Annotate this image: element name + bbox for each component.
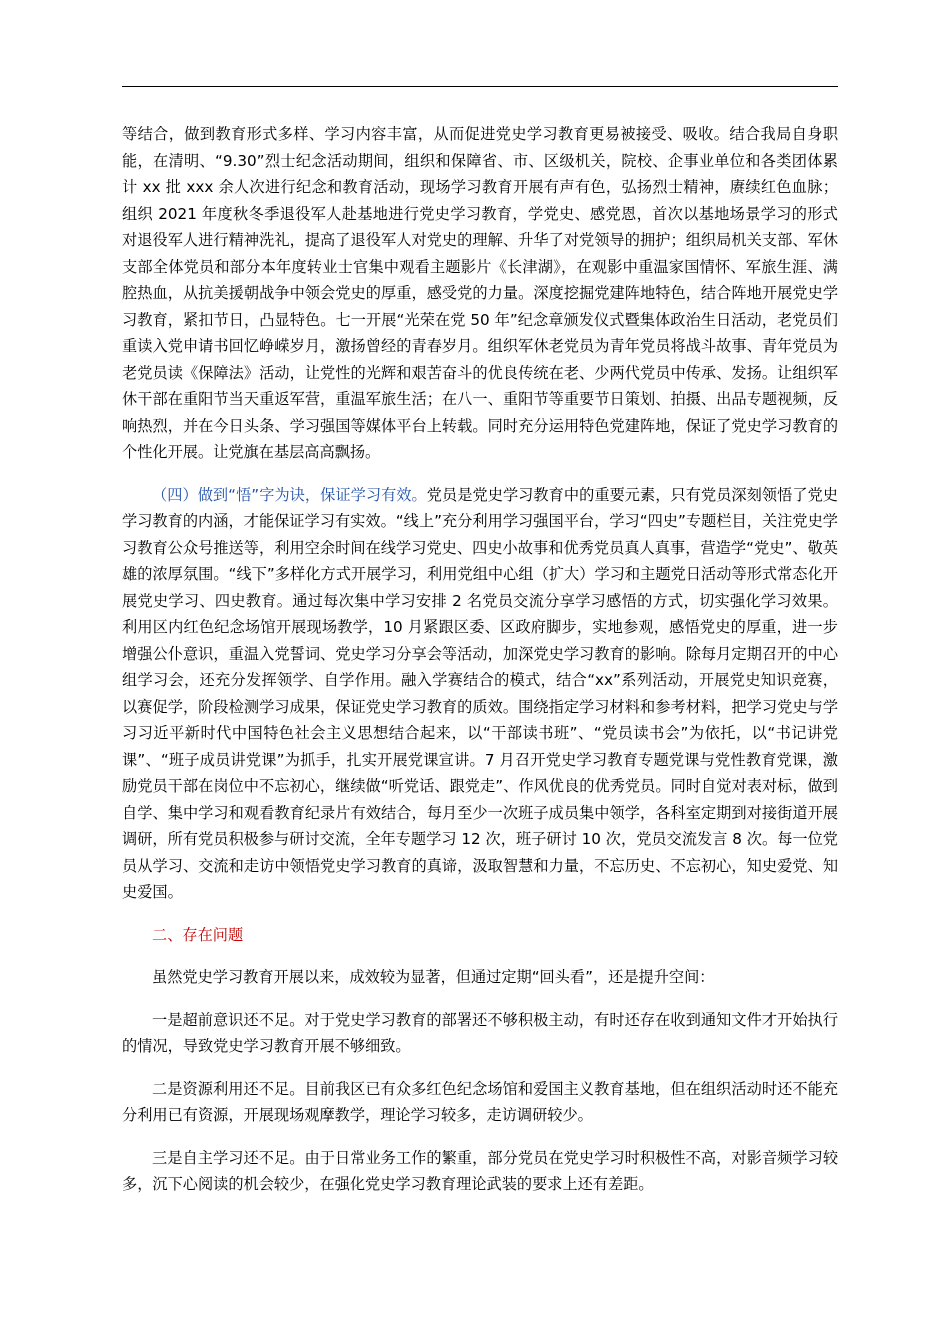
paragraph-continuation: 等结合，做到教育形式多样、学习内容丰富，从而促进党史学习教育更易被接受、吸收。结合我局自身职能，在清明、“9.30”烈士纪念活动期间，组织和保障省、市、区级机关，院校、企事业单位和各类团体累计 xx 批 xxx 余人次进行纪念和教育活动，现场学习教育开展有声有色，弘扬烈士精神，赓续红色血脉；组织 2021 年度秋冬季退役军人赴基地进行党史学习教育，学党史、感党恩，首次以基地场景学习的形式对退役军人进行精神洗礼，提高了退役军人对党史的理解、升华了对党领导的拥护；组织局机关支部、军休支部全体党员和部分本年度转业士官集中观看主题影片《长津湖》，在观影中重温家国情怀、军旅生涯、满腔热血，从抗美援朝战争中领会党史的厚重，感受党的力量。深度挖掘党建阵地特色，结合阵地开展党史学习教育，紧扣节日，凸显特色。七一开展“光荣在党 50 年”纪念章颁发仪式暨集体政治生日活动，老党员们重读入党申请书回忆峥嵘岁月，激扬曾经的青春岁月。组织军休老党员为青年党员将战斗故事、青年党员为老党员读《保障法》活动，让党性的光辉和艰苦奋斗的优良传统在老、少两代党员中传承、发扬。让组织军休干部在重阳节当天重返军营，重温军旅生活；在八一、重阳节等重要节日策划、拍摄、出品专题视频，反响热烈，并在今日头条、学习强国等媒体平台上转载。同时充分运用特色党建阵地，保证了党史学习教育的个性化开展。让党旗在基层高高飘扬。 (122, 125, 838, 461)
section-heading-problems: 二、存在问题 (152, 925, 244, 944)
header-rule (122, 86, 838, 87)
paragraph-problem-two: 二是资源利用还不足。目前我区已有众多红色纪念场馆和爱国主义教育基地，但在组织活动时还不能充分利用已有资源，开展现场观摩教学，理论学习较多，走访调研较少。 (122, 1079, 838, 1124)
paragraph-problem-three: 三是自主学习还不足。由于日常业务工作的繁重，部分党员在党史学习时积极性不高，对影音频学习较多，沉下心阅读的机会较少，在强化党史学习教育理论武装的要求上还有差距。 (122, 1148, 838, 1193)
section-four-lead: （四）做到“悟”字为诀，保证学习有效。 (152, 485, 427, 504)
paragraph-problems-intro: 虽然党史学习教育开展以来，成效较为显著，但通过定期“回头看”，还是提升空间： (152, 968, 715, 986)
section-four-body: 党员是党史学习教育中的重要元素，只有党员深刻领悟了党史学习教育的内涵，才能保证学习有实效。“线上”充分利用学习强国平台，学习“四史”专题栏目，关注党史学习教育公众号推送等，利用空余时间在线学习党史、四史小故事和优秀党员真人真事，营造学“党史”、敬英雄的浓厚氛围。“线下”多样化方式开展学习，利用党组中心组（扩大）学习和主题党日活动等形式常态化开展党史学习、四史教育。通过每次集中学习安排 2 名党员交流分享学习感悟的方式，切实强化学习效果。利用区内红色纪念场馆开展现场教学，10 月紧跟区委、区政府脚步，实地参观，感悟党史的厚重，进一步增强公仆意识，重温入党誓词、党史学习分享会等活动，加深党史学习教育的影响。除每月定期召开的中心组学习会，还充分发挥领学、自学作用。融入学赛结合的模式，结合“xx”系列活动，开展党史知识竞赛，以赛促学，阶段检测学习成果，保证党史学习教育的质效。围绕指定学习材料和参考材料，把学习党史与学习习近平新时代中国特色社会主义思想结合起来，以“干部读书班”、“党员读书会”为依托，以“书记讲党课”、“班子成员讲党课”为抓手，扎实开展党课宣讲。7 月召开党史学习教育专题党课与党性教育党课，激励党员干部在岗位中不忘初心，继续做“听党话、跟党走”、作风优良的优秀党员。同时自觉对表对标，做到自学、集中学习和观看教育纪录片有效结合，每月至少一次班子成员集中领学，各科室定期到对接街道开展调研，所有党员积极参与研讨交流，全年专题学习 12 次，班子研讨 10 次，党员交流发言 8 次。每一位党员从学习、交流和走访中领悟党史学习教育的真谛，汲取智慧和力量，不忘历史、不忘初心，知史爱党、知史爱国。 (122, 485, 838, 901)
document-body (122, 121, 838, 1214)
paragraph-section-four (122, 482, 838, 906)
paragraph-problem-one: 一是超前意识还不足。对于党史学习教育的部署还不够积极主动，有时还存在收到通知文件才开始执行的情况，导致党史学习教育开展不够细致。 (122, 1010, 838, 1055)
